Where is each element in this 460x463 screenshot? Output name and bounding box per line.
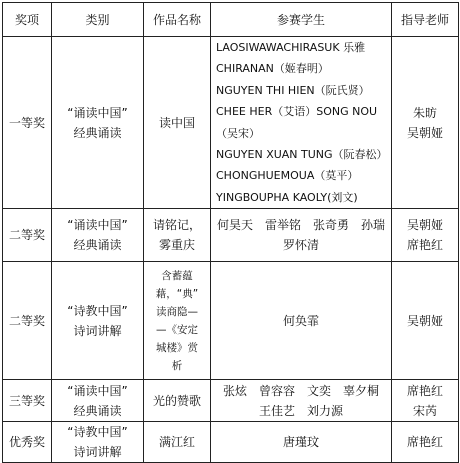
teacher-line: 席艳红 bbox=[406, 238, 443, 253]
teacher-line: 吴朝娅 bbox=[406, 125, 443, 140]
award-cell: 一等奖 bbox=[3, 37, 52, 209]
table-row bbox=[3, 422, 459, 463]
student-line: CHIRANAN（姬春明） bbox=[216, 62, 329, 76]
category-line: “诗教中国” bbox=[67, 425, 128, 440]
students-cell bbox=[211, 37, 392, 209]
student-line: 张炫 曾容容 文奕 辜夕桐 bbox=[222, 383, 379, 398]
work-title-line: 藉，“典” bbox=[155, 287, 199, 300]
category-cell bbox=[52, 262, 144, 380]
work-title-cell bbox=[144, 422, 211, 463]
teacher-line: 席艳红 bbox=[406, 383, 443, 398]
category-line: “诗教中国” bbox=[67, 303, 128, 318]
teachers-cell bbox=[392, 37, 459, 209]
teacher-line: 席艳红 bbox=[406, 435, 443, 450]
work-title-line: 城楼》赏 bbox=[156, 341, 198, 354]
work-title-cell bbox=[144, 37, 211, 209]
work-title-line: 含蓄蕴 bbox=[161, 269, 193, 282]
work-title-line: 读商隐— bbox=[156, 305, 198, 318]
students-cell bbox=[211, 380, 392, 422]
header-award: 奖项 bbox=[3, 3, 52, 37]
work-title-line: 读中国 bbox=[158, 115, 195, 130]
student-line: 何昊天 雷举铭 张奇勇 孙瑞 bbox=[216, 218, 385, 233]
student-line: CHONGHUEMOUA（莫平） bbox=[216, 169, 359, 183]
work-title-cell bbox=[144, 262, 211, 380]
table-row bbox=[3, 380, 459, 422]
teachers-cell bbox=[392, 380, 459, 422]
work-title-cell bbox=[144, 209, 211, 262]
student-line: 唐瑾玟 bbox=[282, 435, 319, 450]
students-cell bbox=[211, 209, 392, 262]
award-cell: 二等奖 bbox=[3, 262, 52, 380]
student-line: NGUYEN XUAN TUNG（阮春松） bbox=[216, 148, 388, 162]
teacher-line: 吴朝娅 bbox=[406, 218, 443, 233]
student-line: 何奂霏 bbox=[282, 313, 319, 328]
awards-table bbox=[2, 2, 459, 463]
award-cell: 三等奖 bbox=[3, 380, 52, 422]
category-line: “诵读中国” bbox=[67, 105, 128, 120]
work-title-line: —《安定 bbox=[156, 323, 198, 336]
category-line: 经典诵读 bbox=[73, 125, 122, 140]
work-title-line: 请铭记， bbox=[152, 218, 201, 233]
students-cell bbox=[211, 422, 392, 463]
teachers-cell bbox=[392, 422, 459, 463]
teacher-line: 朱昉 bbox=[412, 105, 437, 120]
table-row bbox=[3, 262, 459, 380]
category-cell bbox=[52, 422, 144, 463]
category-line: 经典诵读 bbox=[73, 403, 122, 418]
students-cell bbox=[211, 262, 392, 380]
award-cell: 优秀奖 bbox=[3, 422, 52, 463]
award-cell: 二等奖 bbox=[3, 209, 52, 262]
category-line: 诗词讲解 bbox=[73, 323, 122, 338]
header-teachers: 指导老师 bbox=[392, 3, 459, 37]
work-title-line: 析 bbox=[171, 359, 183, 372]
student-line: NGUYEN THI HIEN（阮氏贤） bbox=[216, 83, 370, 97]
teacher-line: 吴朝娅 bbox=[406, 313, 443, 328]
category-cell bbox=[52, 380, 144, 422]
teacher-line: 宋芮 bbox=[412, 403, 437, 418]
category-cell bbox=[52, 37, 144, 209]
student-line: YINGBOUPHA KAOLY(刘文) bbox=[216, 190, 358, 204]
header-students: 参赛学生 bbox=[211, 3, 392, 37]
work-title-line: 满江红 bbox=[158, 435, 195, 450]
category-line: 诗词讲解 bbox=[73, 445, 122, 460]
student-line: LAOSIWAWACHIRASUK 乐雅 bbox=[216, 41, 366, 54]
table-header-row bbox=[3, 3, 459, 37]
category-line: “诵读中国” bbox=[67, 218, 128, 233]
student-line: （吴宋） bbox=[216, 126, 260, 140]
category-line: “诵读中国” bbox=[67, 383, 128, 398]
teachers-cell bbox=[392, 262, 459, 380]
teachers-cell bbox=[392, 209, 459, 262]
header-work-title: 作品名称 bbox=[144, 3, 211, 37]
work-title-cell bbox=[144, 380, 211, 422]
student-line: CHEE HER（艾语）SONG NOU bbox=[216, 105, 378, 119]
category-line: 经典诵读 bbox=[73, 238, 122, 253]
category-cell bbox=[52, 209, 144, 262]
work-title-line: 光的赞歌 bbox=[152, 393, 201, 408]
student-line: 王佳艺 刘力源 bbox=[258, 403, 343, 418]
table-row bbox=[3, 209, 459, 262]
work-title-line: 雾重庆 bbox=[158, 238, 195, 253]
student-line: 罗怀清 bbox=[282, 238, 319, 253]
table-row bbox=[3, 37, 459, 209]
header-category: 类别 bbox=[52, 3, 144, 37]
